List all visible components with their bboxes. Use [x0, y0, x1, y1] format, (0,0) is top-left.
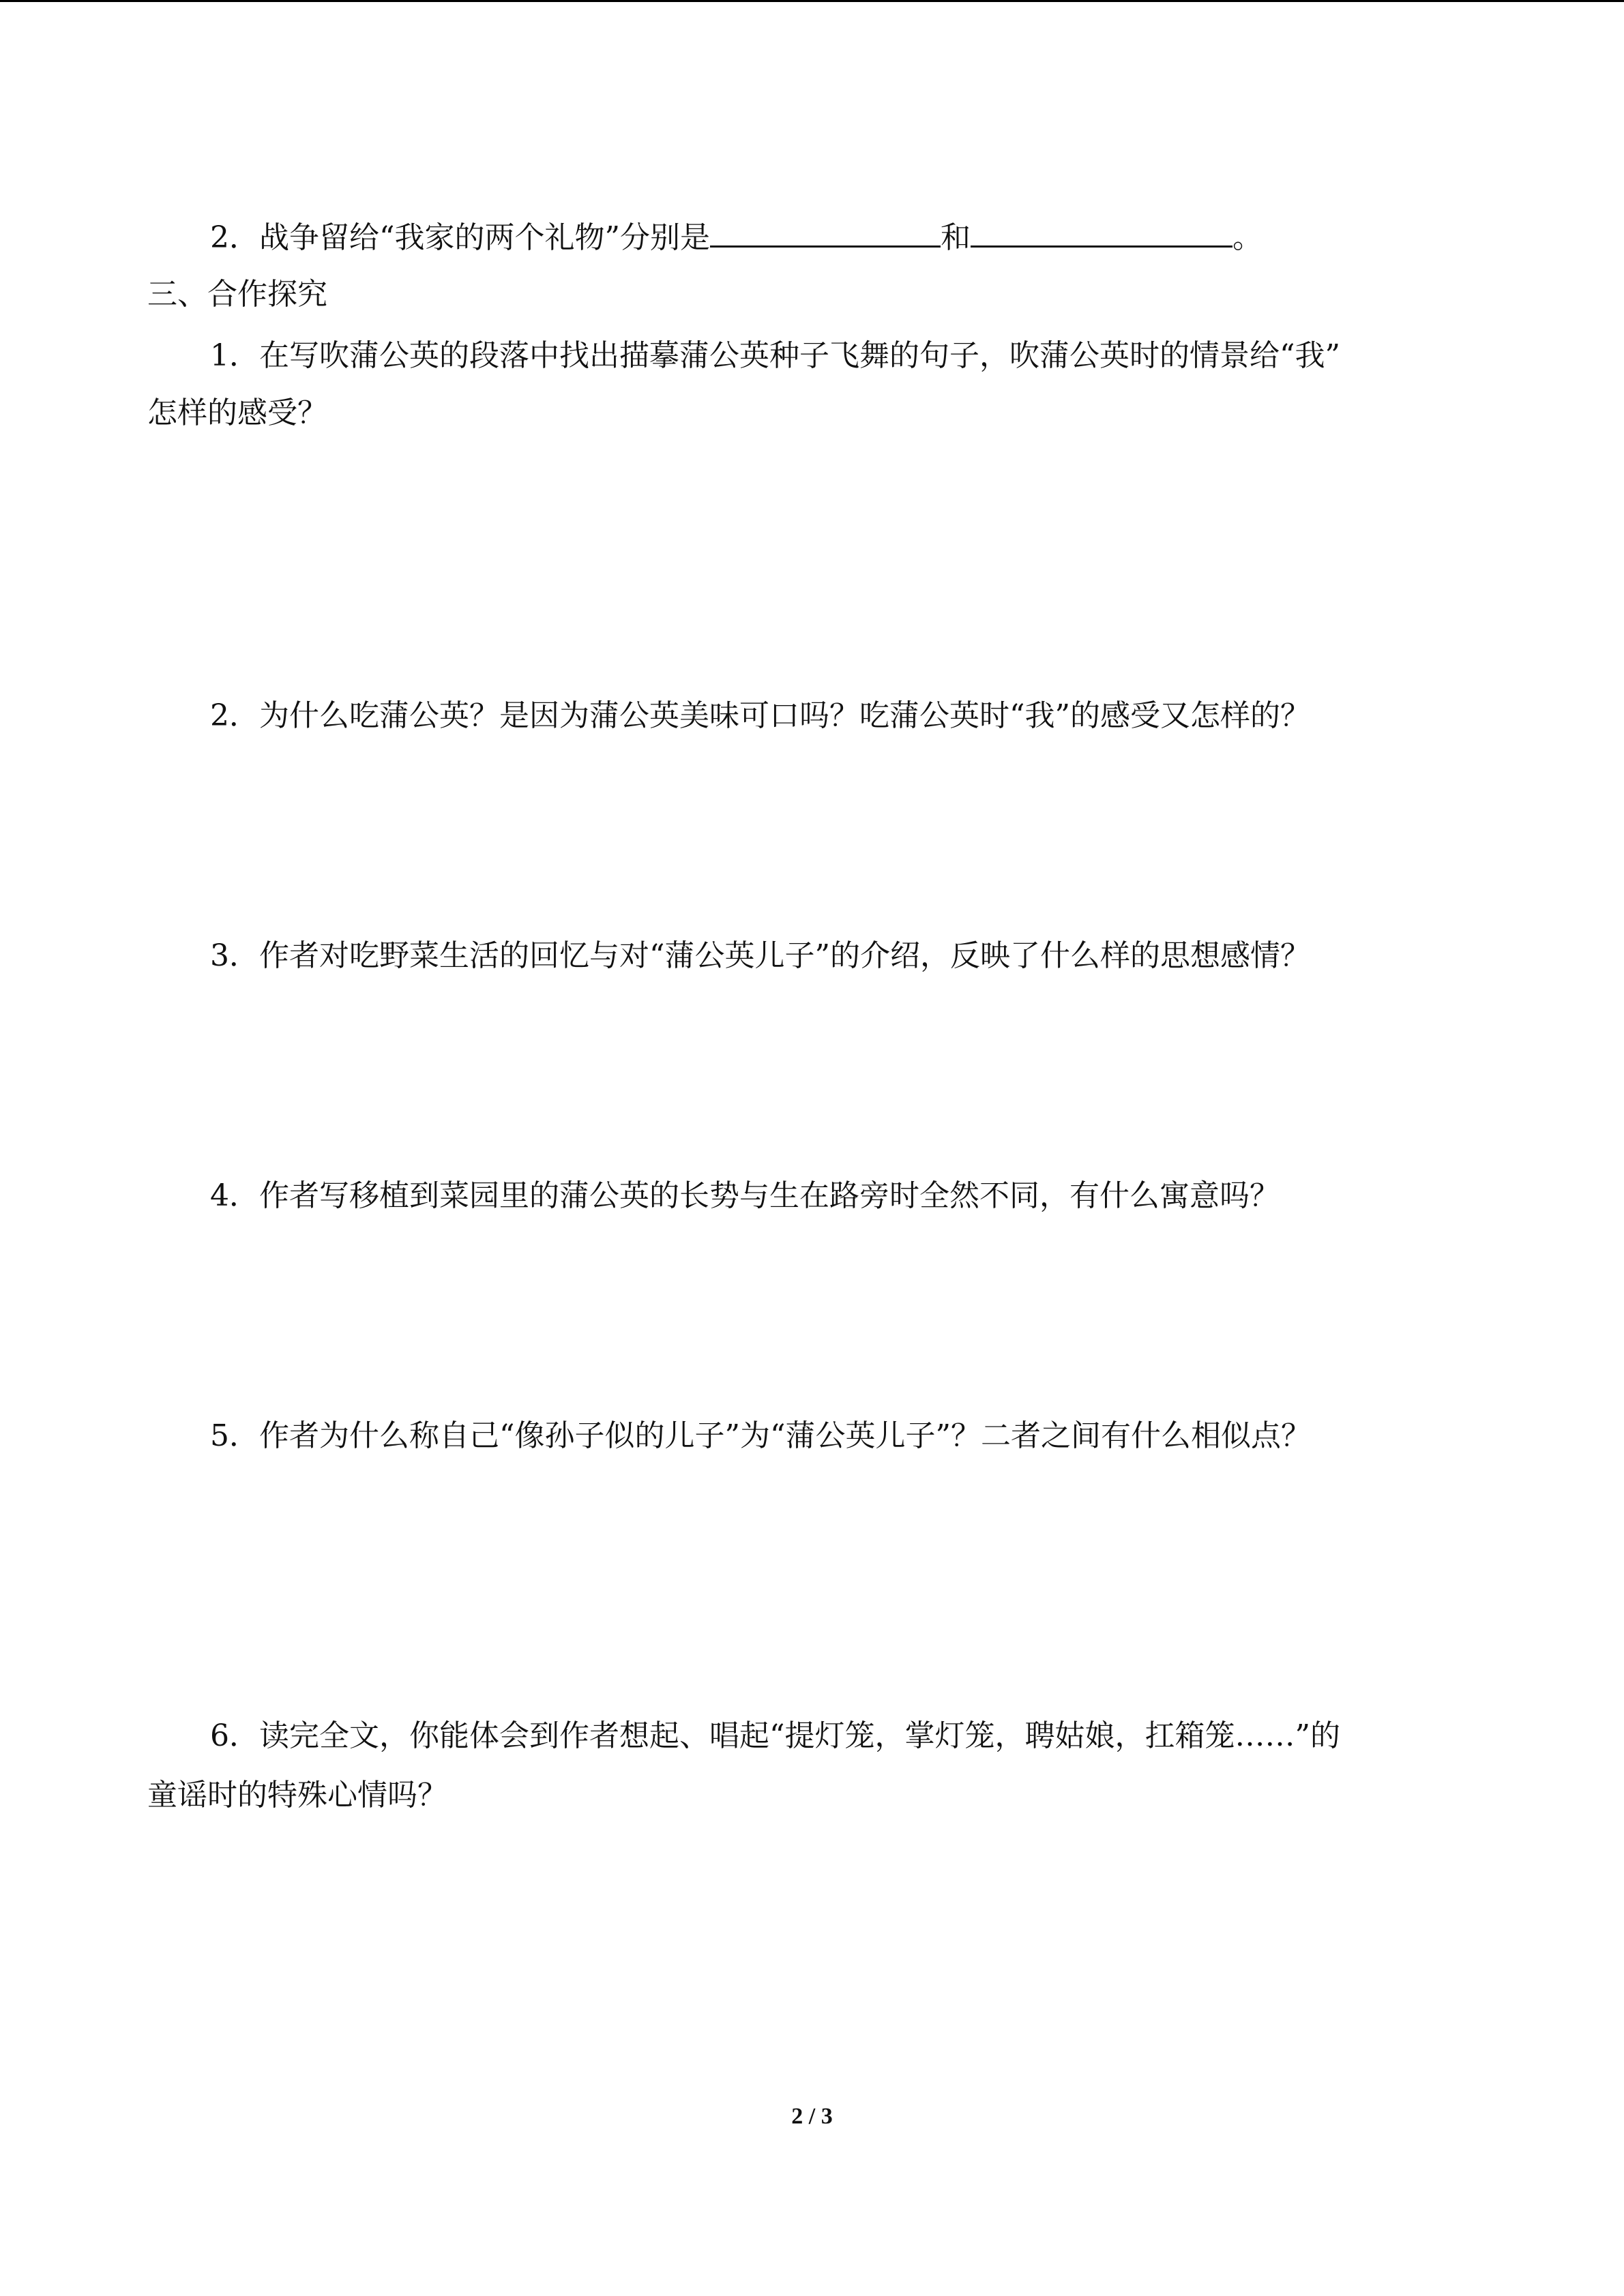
fill-in-middle: 和	[940, 220, 971, 255]
question-2: 2．为什么吃蒲公英？是因为蒲公英美味可口吗？吃蒲公英时“我”的感受又怎样的？	[210, 698, 1310, 733]
question-6-line-1: 6．读完全文，你能体会到作者想起、唱起“提灯笼，掌灯笼，聘姑娘，扛箱笼……”的	[210, 1718, 1340, 1753]
question-5: 5．作者为什么称自己“像孙子似的儿子”为“蒲公英儿子”？二者之间有什么相似点？	[210, 1418, 1311, 1453]
fill-in-question-2	[210, 215, 1263, 257]
question-4: 4．作者写移植到菜园里的蒲公英的长势与生在路旁时全然不同，有什么寓意吗？	[210, 1178, 1280, 1213]
question-1-line-2: 怎样的感受？	[147, 396, 327, 430]
top-border	[0, 0, 1624, 2]
answer-blank-2[interactable]	[971, 215, 1232, 248]
answer-blank-1[interactable]	[710, 215, 941, 248]
section-title: 三、合作探究	[147, 277, 327, 312]
fill-in-suffix: 。	[1232, 220, 1263, 255]
fill-in-prefix: 2．战争留给“我家的两个礼物”分别是	[210, 220, 710, 255]
page-number: 2 / 3	[791, 2104, 833, 2129]
question-1-line-1: 1．在写吹蒲公英的段落中找出描摹蒲公英种子飞舞的句子，吹蒲公英时的情景给“我”	[210, 338, 1340, 373]
question-6-line-2: 童谣时的特殊心情吗？	[147, 1778, 447, 1813]
question-3: 3．作者对吃野菜生活的回忆与对“蒲公英儿子”的介绍，反映了什么样的思想感情？	[210, 938, 1310, 973]
